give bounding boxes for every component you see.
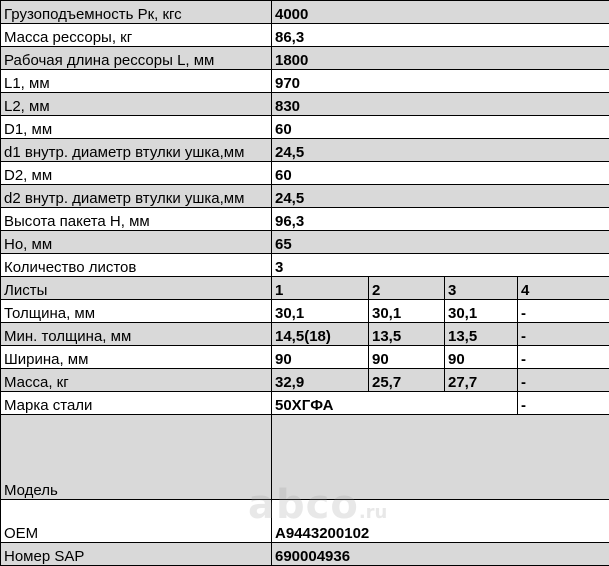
- row-value: 970: [272, 70, 609, 93]
- leaf-cell: 90: [445, 346, 518, 369]
- row-label: d1 внутр. диаметр втулки ушка,мм: [1, 139, 272, 162]
- leaf-row-width: [1, 346, 609, 369]
- leaf-row-min-thickness: [1, 323, 609, 346]
- leaf-cell: 27,7: [445, 369, 518, 392]
- row-label: Номер SAP: [1, 543, 272, 566]
- watermark-main: abco: [248, 482, 359, 528]
- row-label: Грузоподъемность Рк, кгс: [1, 1, 272, 24]
- row-label: Марка стали: [1, 392, 272, 415]
- leaf-cell: 30,1: [272, 300, 369, 323]
- leaf-row-thickness: [1, 300, 609, 323]
- row-value: 86,3: [272, 24, 609, 47]
- row-label: Ширина, мм: [1, 346, 272, 369]
- leaves-header-label: Листы: [1, 277, 272, 300]
- leaf-cell: 13,5: [369, 323, 445, 346]
- spec-row-leaf-count: [1, 254, 609, 277]
- row-value: 96,3: [272, 208, 609, 231]
- leaf-cell: 13,5: [445, 323, 518, 346]
- leaf-column-4: 4: [518, 277, 609, 300]
- row-label: Масса, кг: [1, 369, 272, 392]
- spec-row-spring-mass: [1, 24, 609, 47]
- row-label: Масса рессоры, кг: [1, 24, 272, 47]
- row-value: 830: [272, 93, 609, 116]
- row-label: OEM: [1, 500, 272, 543]
- watermark-suffix: .ru: [359, 502, 388, 523]
- leaf-cell: -: [518, 323, 609, 346]
- spec-row-steel-grade: [1, 392, 609, 415]
- row-value: [272, 415, 609, 500]
- row-label: D2, мм: [1, 162, 272, 185]
- row-extra: -: [518, 392, 609, 415]
- leaf-cell: 32,9: [272, 369, 369, 392]
- row-value: 65: [272, 231, 609, 254]
- row-label: Мин. толщина, мм: [1, 323, 272, 346]
- row-value: 60: [272, 116, 609, 139]
- row-value: 60: [272, 162, 609, 185]
- row-label: D1, мм: [1, 116, 272, 139]
- row-label: L1, мм: [1, 70, 272, 93]
- leaf-column-3: 3: [445, 277, 518, 300]
- spec-row-ho: [1, 231, 609, 254]
- row-label: Количество листов: [1, 254, 272, 277]
- leaves-header-row: [1, 277, 609, 300]
- leaf-cell: 90: [272, 346, 369, 369]
- spec-row-load-capacity: [1, 1, 609, 24]
- leaf-cell: -: [518, 346, 609, 369]
- row-label: d2 внутр. диаметр втулки ушка,мм: [1, 185, 272, 208]
- leaf-cell: 14,5(18): [272, 323, 369, 346]
- leaf-cell: -: [518, 369, 609, 392]
- row-value: A9443200102: [272, 500, 609, 543]
- spec-row-model: [1, 415, 609, 500]
- spec-row-sap: [1, 543, 609, 566]
- leaf-cell: 30,1: [369, 300, 445, 323]
- row-label: Модель: [1, 415, 272, 500]
- row-value: 50ХГФА: [272, 392, 518, 415]
- leaf-cell: 90: [369, 346, 445, 369]
- row-value: 690004936: [272, 543, 609, 566]
- row-value: 3: [272, 254, 609, 277]
- spec-row-oem: [1, 500, 609, 543]
- row-label: L2, мм: [1, 93, 272, 116]
- spec-row-l1: [1, 70, 609, 93]
- row-label: Высота пакета Н, мм: [1, 208, 272, 231]
- row-label: Толщина, мм: [1, 300, 272, 323]
- row-value: 4000: [272, 1, 609, 24]
- spec-row-d1: [1, 116, 609, 139]
- spec-row-d1-inner: [1, 139, 609, 162]
- leaf-cell: -: [518, 300, 609, 323]
- row-label: Рабочая длина рессоры L, мм: [1, 47, 272, 70]
- spec-row-working-length: [1, 47, 609, 70]
- spec-row-pack-height: [1, 208, 609, 231]
- leaf-cell: 25,7: [369, 369, 445, 392]
- spec-row-d2: [1, 162, 609, 185]
- row-value: 24,5: [272, 185, 609, 208]
- row-value: 1800: [272, 47, 609, 70]
- leaf-row-mass: [1, 369, 609, 392]
- spec-row-l2: [1, 93, 609, 116]
- leaf-cell: 30,1: [445, 300, 518, 323]
- row-label: Но, мм: [1, 231, 272, 254]
- spec-row-d2-inner: [1, 185, 609, 208]
- row-value: 24,5: [272, 139, 609, 162]
- leaf-column-1: 1: [272, 277, 369, 300]
- leaf-column-2: 2: [369, 277, 445, 300]
